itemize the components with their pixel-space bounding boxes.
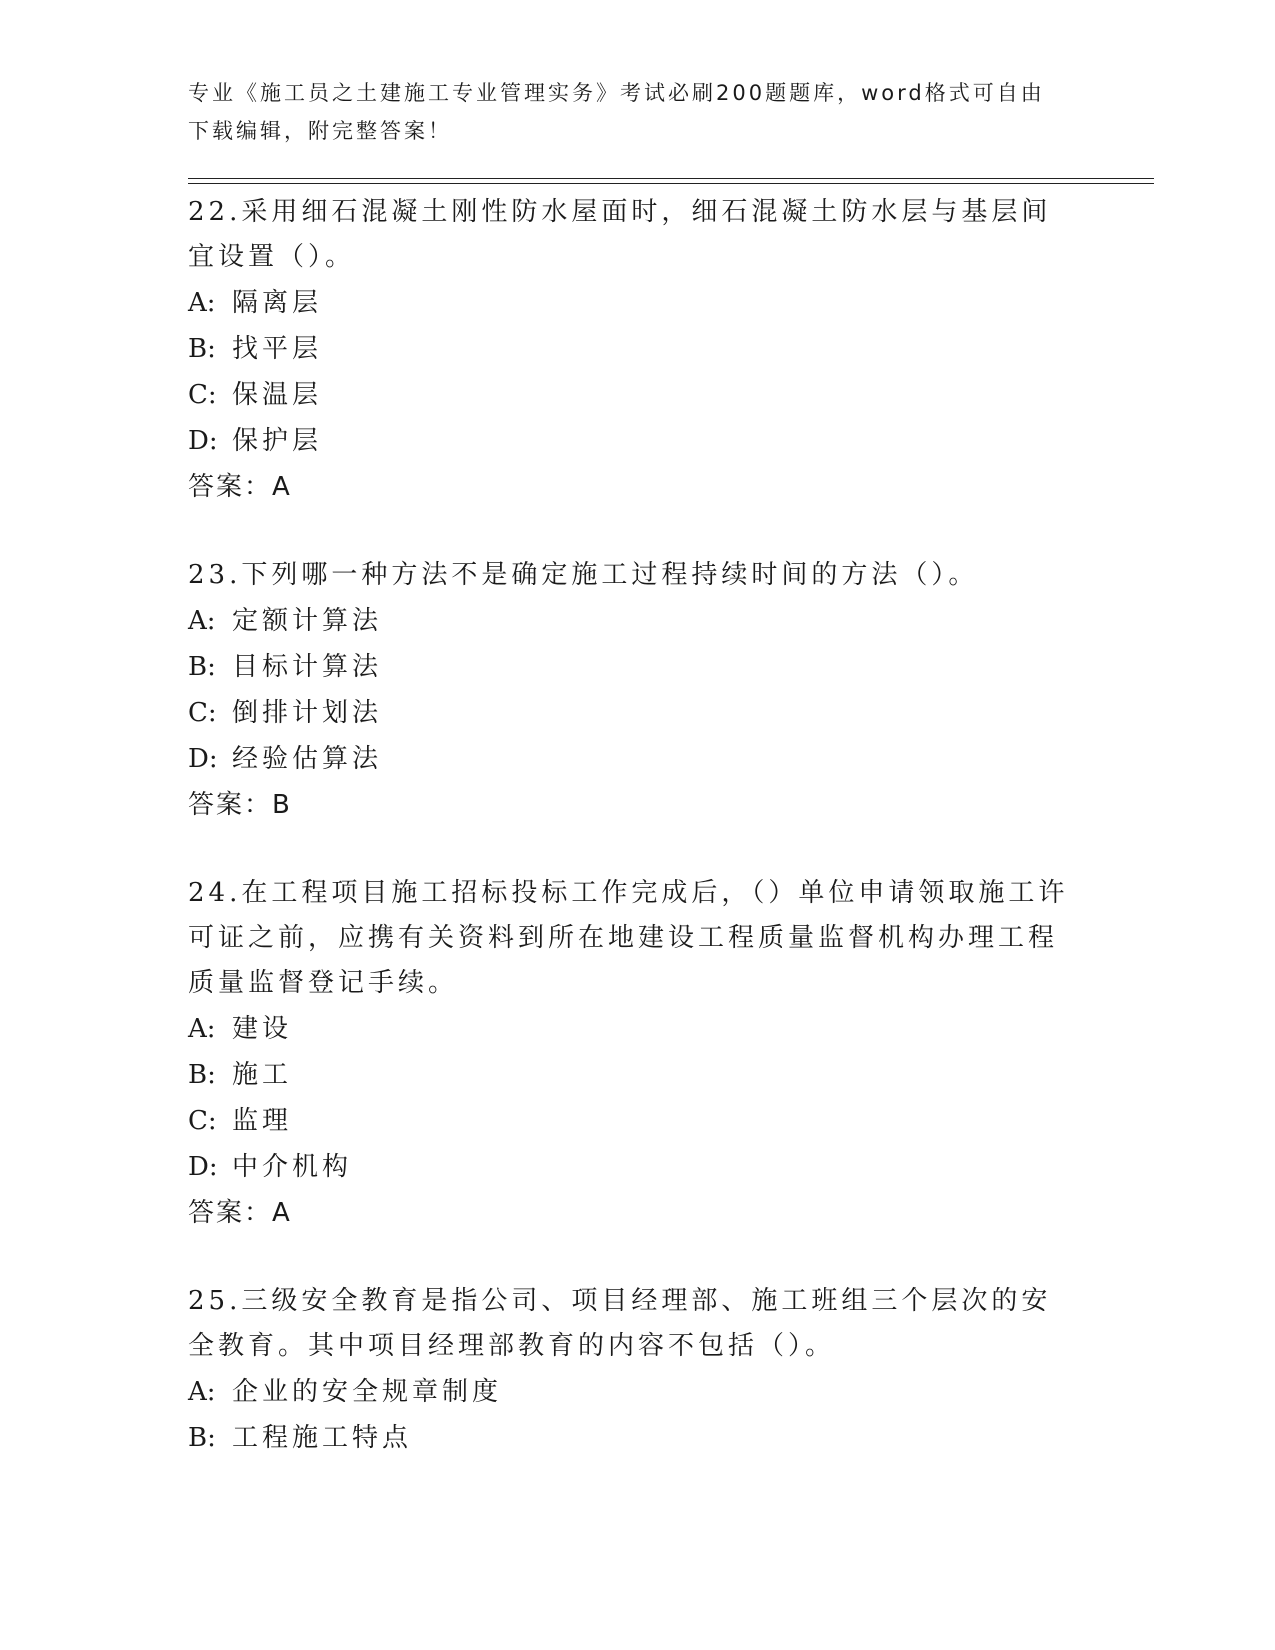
answer-value: A <box>272 1198 290 1228</box>
option-text: 中介机构 <box>232 1152 353 1182</box>
option-d <box>188 1144 1078 1190</box>
option-letter: B: <box>188 334 216 364</box>
option-a <box>188 1369 1078 1415</box>
option-a <box>188 1006 1078 1052</box>
option-a <box>188 280 1078 326</box>
answer-label: 答案： <box>188 1198 273 1228</box>
answer-line <box>188 1190 1078 1236</box>
question-stem: 23.下列哪一种方法不是确定施工过程持续时间的方法（）。 <box>188 560 979 590</box>
option-b <box>188 326 1078 372</box>
question-22 <box>188 190 1078 510</box>
option-letter: A: <box>188 606 216 636</box>
question-23 <box>188 553 1078 828</box>
option-text: 保护层 <box>232 426 323 456</box>
option-text: 保温层 <box>232 380 323 410</box>
option-text: 目标计算法 <box>232 652 383 682</box>
question-stem: 22.采用细石混凝土刚性防水屋面时，细石混凝土防水层与基层间宜设置（）。 <box>188 197 1052 272</box>
question-list <box>188 190 1078 1504</box>
option-letter: D: <box>188 426 218 456</box>
answer-value: A <box>272 472 290 502</box>
option-letter: A: <box>188 1377 216 1407</box>
option-letter: D: <box>188 1152 218 1182</box>
option-text: 建设 <box>232 1014 293 1044</box>
question-stem: 25.三级安全教育是指公司、项目经理部、施工班组三个层次的安全教育。其中项目经理部教育的内容不包括（）。 <box>188 1286 1052 1361</box>
option-c <box>188 690 1078 736</box>
header-divider-top <box>188 178 1154 179</box>
answer-value: B <box>272 790 290 820</box>
option-a <box>188 598 1078 644</box>
option-text: 找平层 <box>232 334 323 364</box>
option-text: 企业的安全规章制度 <box>232 1377 503 1407</box>
option-b <box>188 1052 1078 1098</box>
option-letter: B: <box>188 652 216 682</box>
option-text: 倒排计划法 <box>232 698 383 728</box>
option-letter: A: <box>188 288 216 318</box>
option-d <box>188 736 1078 782</box>
option-text: 施工 <box>232 1060 293 1090</box>
answer-line <box>188 464 1078 510</box>
option-c <box>188 1098 1078 1144</box>
option-b <box>188 1415 1078 1461</box>
question-24 <box>188 871 1078 1236</box>
option-letter: C: <box>188 698 217 728</box>
option-letter: C: <box>188 380 217 410</box>
option-c <box>188 372 1078 418</box>
answer-line <box>188 782 1078 828</box>
option-letter: A: <box>188 1014 216 1044</box>
option-text: 监理 <box>232 1106 293 1136</box>
question-25 <box>188 1279 1078 1461</box>
option-letter: B: <box>188 1060 216 1090</box>
document-header: 专业《施工员之土建施工专业管理实务》考试必刷200题题库，word格式可自由下载编辑，附完整答案！ <box>188 81 1045 143</box>
option-text: 隔离层 <box>232 288 323 318</box>
option-letter: D: <box>188 744 218 774</box>
option-b <box>188 644 1078 690</box>
question-stem: 24.在工程项目施工招标投标工作完成后，（）单位申请领取施工许可证之前，应携有关资料到所在地建设工程质量监督机构办理工程质量监督登记手续。 <box>188 878 1069 998</box>
answer-label: 答案： <box>188 472 273 502</box>
option-text: 工程施工特点 <box>232 1423 413 1453</box>
option-letter: C: <box>188 1106 217 1136</box>
option-d <box>188 418 1078 464</box>
option-text: 经验估算法 <box>232 744 383 774</box>
answer-label: 答案： <box>188 790 273 820</box>
option-text: 定额计算法 <box>232 606 383 636</box>
header-divider-bottom <box>188 183 1154 184</box>
option-letter: B: <box>188 1423 216 1453</box>
